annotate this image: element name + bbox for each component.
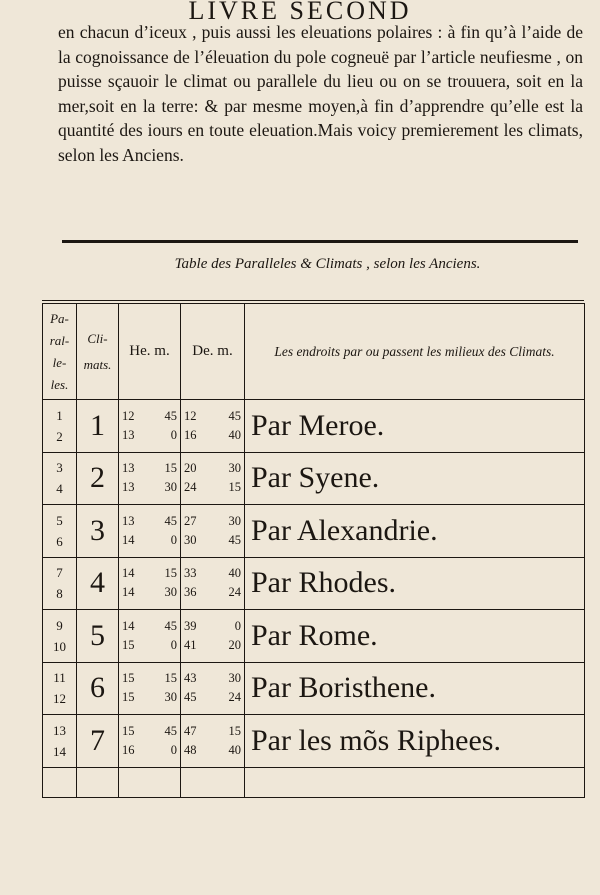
value-minor: 24 [228, 690, 241, 705]
value-major: 39 [184, 618, 197, 633]
empty-cell [119, 767, 181, 797]
empty-cell [181, 767, 245, 797]
value-line [122, 478, 177, 497]
empty-cell [43, 767, 77, 797]
value-major: 43 [184, 671, 197, 686]
value-minor: 30 [164, 585, 177, 600]
value-major: 14 [122, 532, 135, 547]
value-minor: 0 [170, 532, 177, 547]
value-major: 15 [122, 723, 135, 738]
value-line [122, 636, 177, 655]
degrees-minutes-cell [181, 662, 245, 715]
climate-number: 3 [77, 505, 119, 558]
paralleles-cell [43, 557, 77, 610]
value-minor: 0 [234, 618, 241, 633]
value-minor: 0 [170, 427, 177, 442]
header-endroits: Les endroits par ou passent les milieux des Climats. [245, 304, 585, 400]
place-name: Par Meroe. [245, 400, 585, 453]
value-line [184, 741, 241, 760]
climate-number: 2 [77, 452, 119, 505]
table-row [43, 505, 585, 558]
value-minor: 30 [228, 671, 241, 686]
parallel-number: 6 [56, 533, 63, 549]
value-line [122, 564, 177, 583]
hours-minutes-cell [119, 557, 181, 610]
hours-minutes-cell [119, 610, 181, 663]
value-minor: 40 [228, 427, 241, 442]
value-major: 13 [122, 461, 135, 476]
value-minor: 45 [164, 513, 177, 528]
parallel-number: 4 [56, 481, 63, 497]
parallel-number: 9 [56, 617, 63, 633]
table-header-row [43, 304, 585, 400]
value-major: 27 [184, 513, 197, 528]
value-minor: 0 [170, 637, 177, 652]
value-major: 20 [184, 461, 197, 476]
value-major: 30 [184, 532, 197, 547]
value-major: 12 [184, 408, 197, 423]
value-line [184, 407, 241, 426]
parallel-number: 1 [56, 407, 63, 423]
paralleles-cell [43, 505, 77, 558]
table-top-rule [42, 300, 584, 301]
value-minor: 45 [164, 723, 177, 738]
value-minor: 40 [228, 742, 241, 757]
value-minor: 0 [170, 742, 177, 757]
degrees-minutes-cell [181, 715, 245, 768]
climate-number: 5 [77, 610, 119, 663]
value-line [184, 617, 241, 636]
value-major: 15 [122, 690, 135, 705]
value-line [122, 459, 177, 478]
value-major: 16 [122, 742, 135, 757]
value-minor: 40 [228, 566, 241, 581]
value-major: 16 [184, 427, 197, 442]
value-line [184, 688, 241, 707]
empty-cell [245, 767, 585, 797]
value-line [122, 741, 177, 760]
value-line [122, 688, 177, 707]
degrees-minutes-cell [181, 400, 245, 453]
value-minor: 15 [164, 461, 177, 476]
value-major: 14 [122, 585, 135, 600]
place-name: Par Syene. [245, 452, 585, 505]
value-line [122, 583, 177, 602]
climate-number: 7 [77, 715, 119, 768]
value-line [122, 426, 177, 445]
value-minor: 15 [228, 480, 241, 495]
running-head: LIVRE SECOND [188, 0, 412, 25]
table-row [43, 400, 585, 453]
degrees-minutes-cell [181, 610, 245, 663]
value-minor: 30 [164, 690, 177, 705]
value-major: 15 [122, 637, 135, 652]
climates-table [42, 303, 585, 798]
header-climats: Cli- mats. [77, 304, 119, 400]
value-major: 33 [184, 566, 197, 581]
place-name: Par Alexandrie. [245, 505, 585, 558]
value-minor: 15 [164, 566, 177, 581]
value-major: 12 [122, 408, 135, 423]
table-row [43, 557, 585, 610]
value-minor: 20 [228, 637, 241, 652]
paralleles-cell [43, 452, 77, 505]
value-major: 13 [122, 427, 135, 442]
value-line [184, 583, 241, 602]
value-line [184, 669, 241, 688]
parallel-number: 11 [53, 670, 66, 686]
degrees-minutes-cell [181, 557, 245, 610]
parallel-number: 2 [56, 428, 63, 444]
value-major: 13 [122, 513, 135, 528]
parallel-number: 14 [53, 743, 66, 759]
value-major: 14 [122, 566, 135, 581]
value-minor: 30 [164, 480, 177, 495]
table-row [43, 610, 585, 663]
paralleles-cell [43, 715, 77, 768]
value-minor: 45 [164, 408, 177, 423]
value-major: 24 [184, 480, 197, 495]
degrees-minutes-cell [181, 452, 245, 505]
value-line [122, 722, 177, 741]
parallel-number: 5 [56, 512, 63, 528]
parallel-number: 7 [56, 565, 63, 581]
value-line [184, 478, 241, 497]
value-minor: 15 [228, 723, 241, 738]
climate-number: 6 [77, 662, 119, 715]
hours-minutes-cell [119, 662, 181, 715]
place-name: Par Rhodes. [245, 557, 585, 610]
hours-minutes-cell [119, 505, 181, 558]
hours-minutes-cell [119, 452, 181, 505]
table-row [43, 452, 585, 505]
parallel-number: 13 [53, 722, 66, 738]
table-footer-row [43, 767, 585, 797]
paralleles-cell [43, 610, 77, 663]
value-line [184, 426, 241, 445]
empty-cell [77, 767, 119, 797]
value-line [184, 636, 241, 655]
value-line [184, 512, 241, 531]
value-minor: 15 [164, 671, 177, 686]
parallel-number: 10 [53, 638, 66, 654]
table-row [43, 715, 585, 768]
value-major: 45 [184, 690, 197, 705]
header-de-m: De. m. [181, 304, 245, 400]
value-major: 14 [122, 618, 135, 633]
place-name: Par Boristhene. [245, 662, 585, 715]
value-major: 36 [184, 585, 197, 600]
value-minor: 45 [164, 618, 177, 633]
value-line [184, 722, 241, 741]
value-major: 15 [122, 671, 135, 686]
value-minor: 45 [228, 532, 241, 547]
value-line [184, 531, 241, 550]
value-minor: 30 [228, 513, 241, 528]
place-name: Par les mõs Riphees. [245, 715, 585, 768]
body-paragraph: en chacun d’iceux , puis aussi les eleuations polaires : à fin qu’à l’aide de la cognoissance de l’éleuation du pole cogneuë par l’article neufiesme , on puisse sçauoir le climat ou parallele du lieu ou on se trouuera, soit en la mer,soit en la terre: & par mesme moyen,à fin d’apprendre qu’elle est la quantité des iours en toute eleuation.Mais voicy premierement les climats, selon les Anciens. [58, 22, 583, 165]
value-major: 13 [122, 480, 135, 495]
value-major: 41 [184, 637, 197, 652]
parallel-number: 12 [53, 691, 66, 707]
climate-number: 1 [77, 400, 119, 453]
parallel-number: 3 [56, 460, 63, 476]
value-major: 47 [184, 723, 197, 738]
degrees-minutes-cell [181, 505, 245, 558]
paralleles-cell [43, 400, 77, 453]
header-he-m: He. m. [119, 304, 181, 400]
table-row [43, 662, 585, 715]
top-rule [62, 240, 578, 243]
place-name: Par Rome. [245, 610, 585, 663]
value-line [122, 407, 177, 426]
value-line [122, 617, 177, 636]
value-minor: 45 [228, 408, 241, 423]
value-line [122, 512, 177, 531]
paralleles-cell [43, 662, 77, 715]
climate-number: 4 [77, 557, 119, 610]
table-caption: Table des Paralleles & Climats , selon les Anciens. [174, 256, 481, 272]
value-line [122, 531, 177, 550]
value-minor: 24 [228, 585, 241, 600]
hours-minutes-cell [119, 400, 181, 453]
value-line [184, 459, 241, 478]
value-minor: 30 [228, 461, 241, 476]
hours-minutes-cell [119, 715, 181, 768]
value-line [122, 669, 177, 688]
value-major: 48 [184, 742, 197, 757]
parallel-number: 8 [56, 586, 63, 602]
header-paralleles: Pa- ral- le- les. [43, 304, 77, 400]
value-line [184, 564, 241, 583]
